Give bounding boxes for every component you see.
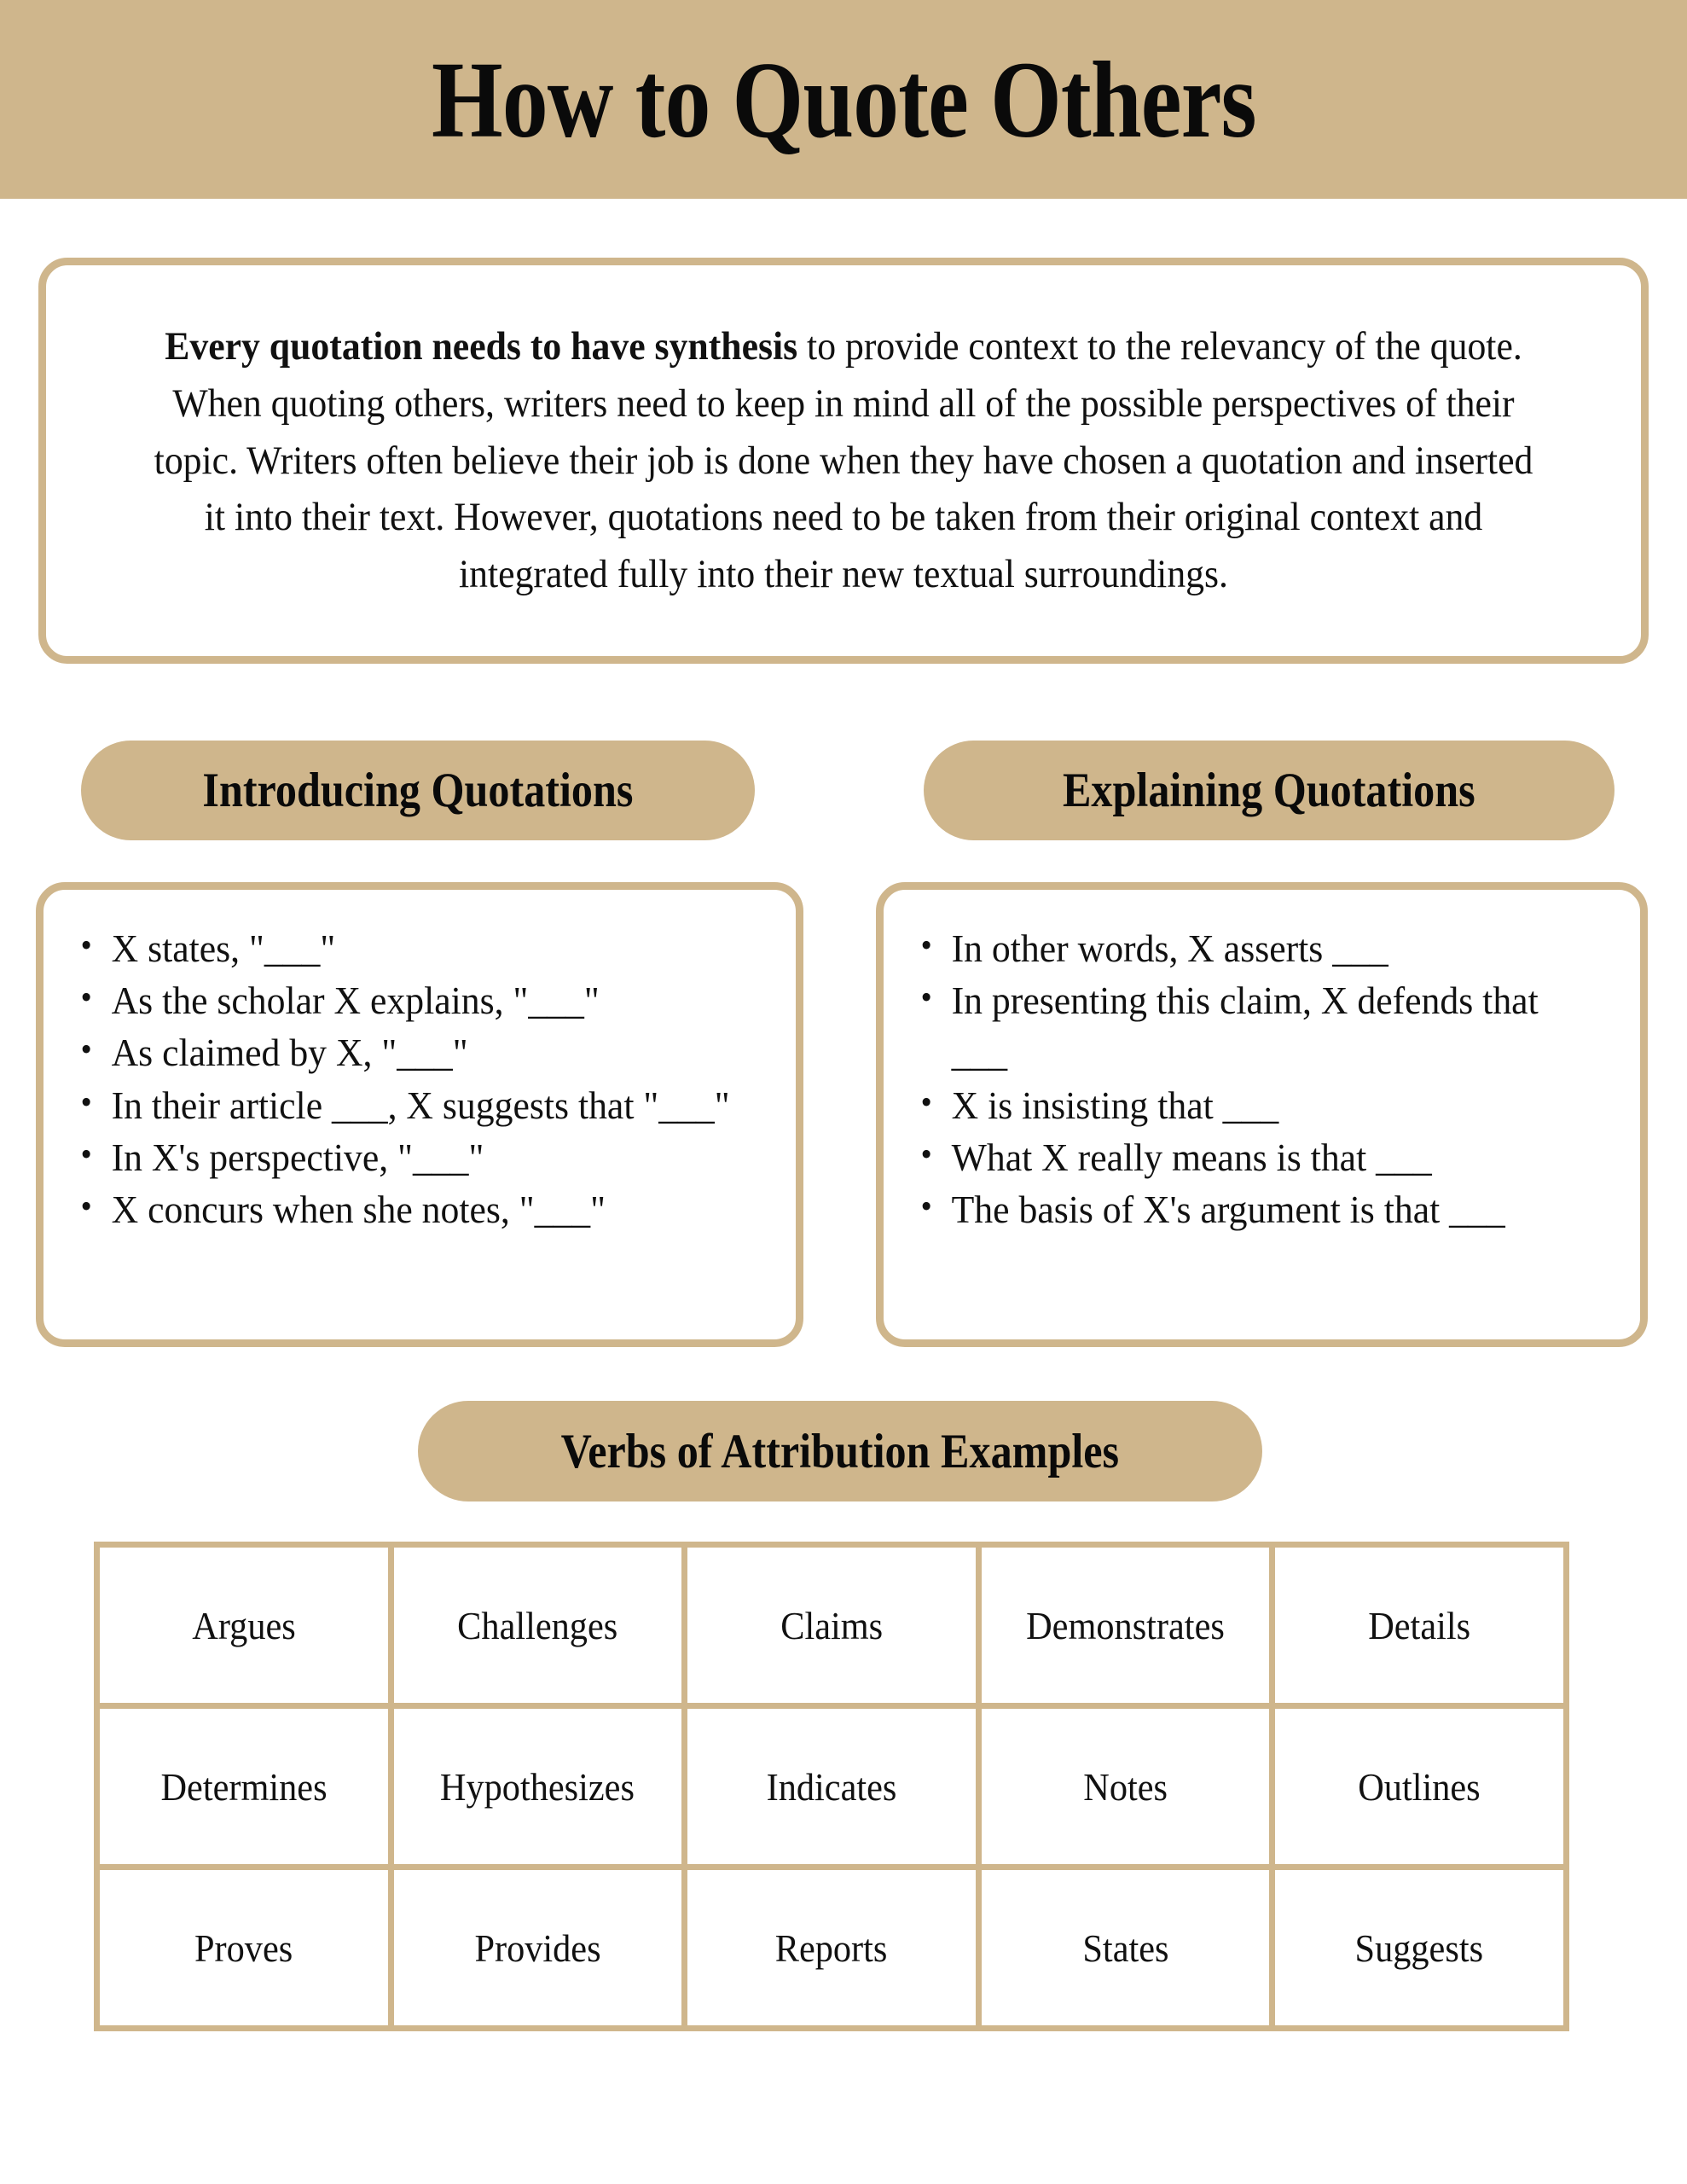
table-cell	[1272, 1706, 1567, 1867]
verb-label: Challenges	[457, 1603, 618, 1647]
table-row	[97, 1706, 1567, 1867]
table-cell	[978, 1867, 1272, 2029]
intro-paragraph	[101, 318, 1585, 603]
verb-label: Claims	[780, 1603, 883, 1647]
page-title: How to Quote Others	[431, 38, 1256, 160]
table-cell	[1272, 1867, 1567, 2029]
verb-label: Outlines	[1358, 1764, 1481, 1809]
list-item: • In X's perspective, "___"	[72, 1131, 735, 1183]
verb-label: Details	[1368, 1603, 1471, 1647]
table-cell	[978, 1706, 1272, 1867]
verb-label: Proves	[194, 1926, 293, 1970]
table-cell	[685, 1867, 979, 2029]
verb-label: Suggests	[1354, 1926, 1484, 1970]
table-cell	[97, 1867, 391, 2029]
list-item: • X concurs when she notes, "___"	[72, 1183, 735, 1235]
table-cell	[97, 1545, 391, 1706]
explaining-quotations-card	[876, 882, 1648, 1347]
table-cell	[685, 1706, 979, 1867]
verb-label: Indicates	[766, 1764, 897, 1809]
page-header-band	[0, 0, 1687, 199]
table-cell	[391, 1706, 685, 1867]
table-row	[97, 1545, 1567, 1706]
verb-label: Demonstrates	[1026, 1603, 1225, 1647]
verb-label: Provides	[474, 1926, 601, 1970]
list-item: • The basis of X's argument is that ___	[913, 1183, 1580, 1235]
introducing-quotations-card	[36, 882, 803, 1347]
verb-label: States	[1082, 1926, 1169, 1970]
table-cell	[685, 1545, 979, 1706]
verb-label: Reports	[775, 1926, 888, 1970]
introducing-quotations-list	[72, 922, 770, 1235]
table-cell	[97, 1706, 391, 1867]
section-heading-label: Explaining Quotations	[1063, 764, 1475, 817]
intro-paragraph-card	[38, 258, 1649, 664]
list-item: • In other words, X asserts ___	[913, 922, 1580, 974]
table-cell	[1272, 1545, 1567, 1706]
verb-label: Hypothesizes	[440, 1764, 635, 1809]
section-heading-explaining-quotations	[924, 741, 1615, 840]
table-cell	[978, 1545, 1272, 1706]
list-item: • X is insisting that ___	[913, 1079, 1580, 1131]
list-item: • As claimed by X, "___"	[72, 1026, 735, 1078]
list-item: • In presenting this claim, X defends that ___	[913, 974, 1580, 1078]
explaining-quotations-list	[913, 922, 1615, 1235]
table-cell	[391, 1867, 685, 2029]
section-heading-verbs-of-attribution	[418, 1401, 1262, 1502]
list-item: • As the scholar X explains, "___"	[72, 974, 735, 1026]
section-heading-label: Introducing Quotations	[202, 764, 634, 817]
intro-body-text: to provide context to the relevancy of the quote. When quoting others, writers need to keep in mind all of the possible perspectives of their topic. Writers often believe their job is done when they have chosen a quotation and inserted it into their text. However, quotations need to be taken from their original context and integrated fully into their new textual surroundings.	[154, 324, 1533, 597]
verb-label: Notes	[1083, 1764, 1168, 1809]
table-cell	[391, 1545, 685, 1706]
section-heading-label: Verbs of Attribution Examples	[560, 1424, 1120, 1478]
intro-bold-lead: Every quotation needs to have synthesis	[165, 324, 798, 369]
table-row	[97, 1867, 1567, 2029]
list-item: • X states, "___"	[72, 922, 735, 974]
list-item: • What X really means is that ___	[913, 1131, 1580, 1183]
list-item: • In their article ___, X suggests that "___"	[72, 1079, 735, 1131]
verb-label: Determines	[160, 1764, 328, 1809]
verb-label: Argues	[192, 1603, 296, 1647]
verbs-of-attribution-table	[94, 1542, 1569, 2031]
section-heading-introducing-quotations	[81, 741, 755, 840]
